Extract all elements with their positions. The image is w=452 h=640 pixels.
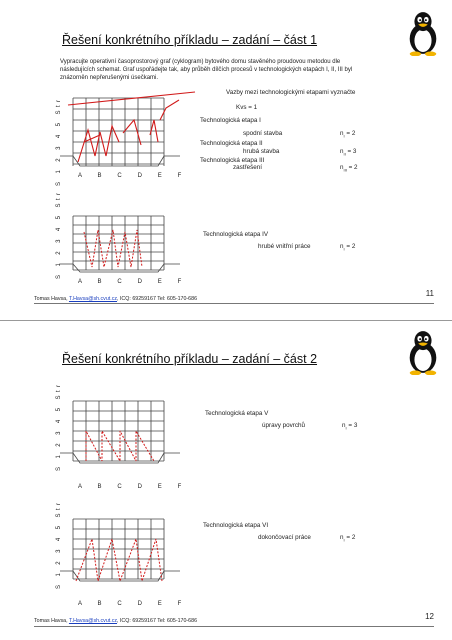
etapa-5-label: Technologická etapa V [205,410,269,417]
n1-value: $n_I = 2$ [340,130,356,139]
n2-value: $n_{II} = 3$ [340,148,357,157]
proces-4-label: hrubé vnitřní práce [258,243,311,250]
proces-6-label: dokončovací práce [258,534,311,541]
slide-2 [0,320,452,639]
etapa-1-label: Technologická etapa I [200,117,261,124]
footer-divider [34,303,434,304]
slide-title: Řešení konkrétního příkladu – zadání – část 2 [62,352,318,366]
slide-title: Řešení konkrétního příkladu – zadání – část 1 [62,33,318,47]
cyclogram-stage-5 [40,395,220,485]
n3-value: $n_{III} = 2$ [340,164,358,173]
x-axis-label: A B C D E F [78,279,189,285]
y-axis-label: S 1 2 3 4 5 Str [56,189,62,279]
y-axis-label: S 1 2 3 4 5 Str [56,499,62,589]
x-axis-label: A B C D E F [78,601,189,607]
n6-value: $n_I = 2$ [340,534,356,543]
n5-value: $n_I = 3$ [342,422,358,431]
x-axis-label: A B C D E F [78,484,189,490]
etapa-3-label: Technologická etapa III [200,157,265,164]
cyclogram-stage-6 [40,513,220,603]
y-axis-label: S 1 2 3 4 5 Str [56,96,62,186]
proces-3-label: zastřešení [233,164,263,171]
footer-divider [34,626,434,627]
page-number: 12 [425,612,434,621]
intro-text: Vypracujte operativní časoprostorový graf (cyklogram) bytového domu stavěného proudovou metodou dle následujících schemat. Graf uspořádejte tak, aby průběh dílčích procesů v technologických etapách I, II, III byl znázorněn nepřerušenými úsečkami. [60,59,353,81]
tux-penguin-icon [404,329,442,375]
proces-1-label: spodní stavba [243,130,283,137]
tux-penguin-icon [404,10,442,56]
etapa-2-label: Technologická etapa II [200,140,263,147]
slide-1 [0,0,452,318]
page-number: 11 [425,289,434,298]
y-axis-label: S 1 2 3 4 5 Str [56,381,62,471]
email-link[interactable]: T.Havsa@sh.cvut.cz [68,296,118,302]
proces-5-label: úpravy povrchů [262,422,306,429]
n4-value: $n_I = 2$ [340,243,356,252]
proces-2-label: hrubá stavba [243,148,280,155]
footer: Tomas Havsa, T.Havsa@sh.cvut.cz, ICQ: 69259167 Tel: 605-170-686 [34,618,198,624]
x-axis-label: A B C D E F [78,173,189,179]
etapa-4-label: Technologická etapa IV [203,231,269,238]
etapa-6-label: Technologická etapa VI [203,522,269,529]
vazby-text: Vazby mezi technologickými etapami vyznačte [226,89,356,96]
kvs-text: Kvs = 1 [236,104,258,111]
email-link[interactable]: T.Havsa@sh.cvut.cz [68,618,118,624]
footer: Tomas Havsa, T.Havsa@sh.cvut.cz, ICQ: 69259167 Tel: 605-170-686 [34,296,198,302]
